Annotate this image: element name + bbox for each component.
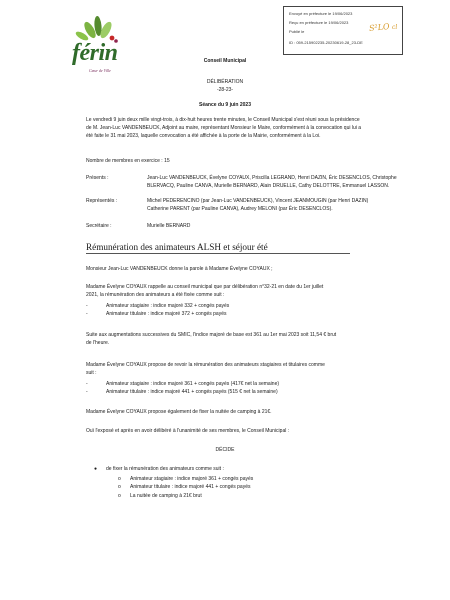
represented-line-2: Catherine PARENT (par Pauline CANVA), Audrey MELONI (par Éric DESENCLOS).: [147, 206, 333, 212]
list2-item-1: Animateur stagiaire : indice majoré 361 + congés payés (417€ net la semaine): [106, 381, 280, 387]
paragraph-smic-line-1: Suite aux augmentations successives du SMIC, l'indice majoré de base est 361 au 1er mai 2023 soit 11,54 € brut: [86, 332, 337, 338]
logo-tagline: Cœur de Ville: [89, 68, 111, 73]
paragraph-proposal-line-1: Madame Évelyne COYAUX propose de revoir la rémunération des animateurs stagiaires et titulaires comme: [86, 362, 325, 368]
represented-label: Représentés :: [86, 198, 118, 204]
ferin-logo: [60, 16, 140, 76]
stamp-signature-logo: S²LO: [368, 21, 390, 34]
present-line-1: Jean-Luc VANDENBEUCK, Évelyne COYAUX, Priscilla LEGRAND, Henri DAZIN, Éric DESENCLOS, Christophe: [147, 175, 397, 181]
circle-bullet-icon: o: [118, 484, 121, 490]
intro-line-2: de M. Jean-Luc VANDENBEUCK, Adjoint au maire, représentant Monsieur le Maire, conformément à la convocation qui lui a: [86, 125, 362, 131]
stamp-initials: cl: [392, 24, 398, 31]
stamp-sent: Envoyé en préfecture le 19/06/2023: [289, 11, 353, 16]
paragraph-floor: Monsieur Jean-Luc VANDENBEUCK donne la parole à Madame Évelyne COYAUX ;: [86, 266, 273, 272]
session-date: Séance du 9 juin 2023: [199, 102, 251, 108]
decide-sub-3: La nuitée de camping à 21€ brut: [130, 493, 202, 499]
intro-line-3: été faite le 31 mai 2023, laquelle convocation a été affichée à la porte de la Mairie, conformément à la Loi.: [86, 133, 321, 139]
stamp-received: Reçu en préfecture le 19/06/2023: [289, 20, 349, 25]
paragraph-reminder-line-2: 2021, la rémunération des animateurs a été fixée comme suit :: [86, 292, 225, 298]
title-underline: [86, 253, 350, 254]
members-value: 15: [164, 158, 170, 164]
logo-wordmark: férin: [72, 40, 118, 66]
disc-bullet-icon: ●: [94, 466, 98, 472]
decide-sub-2: Animateur titulaire : indice majoré 441 + congés payés: [130, 484, 251, 490]
secretary-name: Murielle BERNARD: [147, 223, 191, 229]
present-line-2: BLERVACQ, Pauline CANVA, Murielle BERNARD, Alain DRUELLE, Cathy DELOTTRE, Emmanuel LASSON.: [147, 183, 390, 189]
stamp-published: Publié le: [289, 29, 305, 34]
secretary-label: Secrétaire :: [86, 223, 112, 229]
decide-sub-1: Animateur stagiaire : indice majoré 361 + congés payés: [130, 476, 254, 482]
paragraph-smic-line-2: de l'heure.: [86, 340, 110, 346]
council-heading: Conseil Municipal: [203, 58, 247, 64]
intro-line-1: Le vendredi 9 juin deux mille vingt-trois, à dix-huit heures trente minutes, le Conseil Municipal s'est réuni sous la présidence: [86, 117, 360, 123]
list2-item-2: Animateur titulaire : indice majoré 441 + congés payés (515 € net la semaine): [106, 389, 278, 395]
decision-heading: DÉCIDE: [215, 447, 235, 453]
represented-line-1: Michel PEDERENCINO (par Jean-Luc VANDENBEUCK), Vincent JEANMOUGIN (par Henri DAZIN): [147, 198, 369, 204]
decide-item: de fixer la rémunération des animateurs comme suit :: [106, 466, 224, 472]
paragraph-reminder-line-1: Madame Évelyne COYAUX rappelle au conseil municipal que par délibération n°32-21 en date du 1er juillet: [86, 284, 324, 290]
stamp-id: ID : 059-215902235-20230619-28_23-DE: [289, 40, 363, 45]
prefecture-stamp: [283, 6, 403, 55]
members-count: [86, 158, 170, 165]
paragraph-proposal-line-2: suit :: [86, 370, 97, 376]
circle-bullet-icon: o: [118, 493, 121, 499]
list1-item-2: Animateur titulaire : indice majoré 372 + congés payés: [106, 311, 227, 317]
dash-bullet-icon: -: [86, 311, 88, 317]
paragraph-camping: Madame Évelyne COYAUX propose également de fixer la nuitée de camping à 21€.: [86, 409, 272, 415]
dash-bullet-icon: -: [86, 381, 88, 387]
dash-bullet-icon: -: [86, 303, 88, 309]
deliberation-title: Rémunération des animateurs ALSH et séjour été: [86, 242, 268, 252]
list1-item-1: Animateur stagiaire : indice majoré 332 + congés payés: [106, 303, 230, 309]
circle-bullet-icon: o: [118, 476, 121, 482]
members-label: Nombre de membres en exercice :: [86, 158, 163, 164]
dash-bullet-icon: -: [86, 389, 88, 395]
present-label: Présents :: [86, 175, 109, 181]
deliberation-number: -28-23-: [216, 87, 234, 93]
deliberation-heading: DÉLIBÉRATION: [206, 79, 244, 85]
paragraph-vote: Ouï l'exposé et après en avoir délibéré à l'unanimité de ses membres, le Conseil Municipal :: [86, 428, 290, 434]
